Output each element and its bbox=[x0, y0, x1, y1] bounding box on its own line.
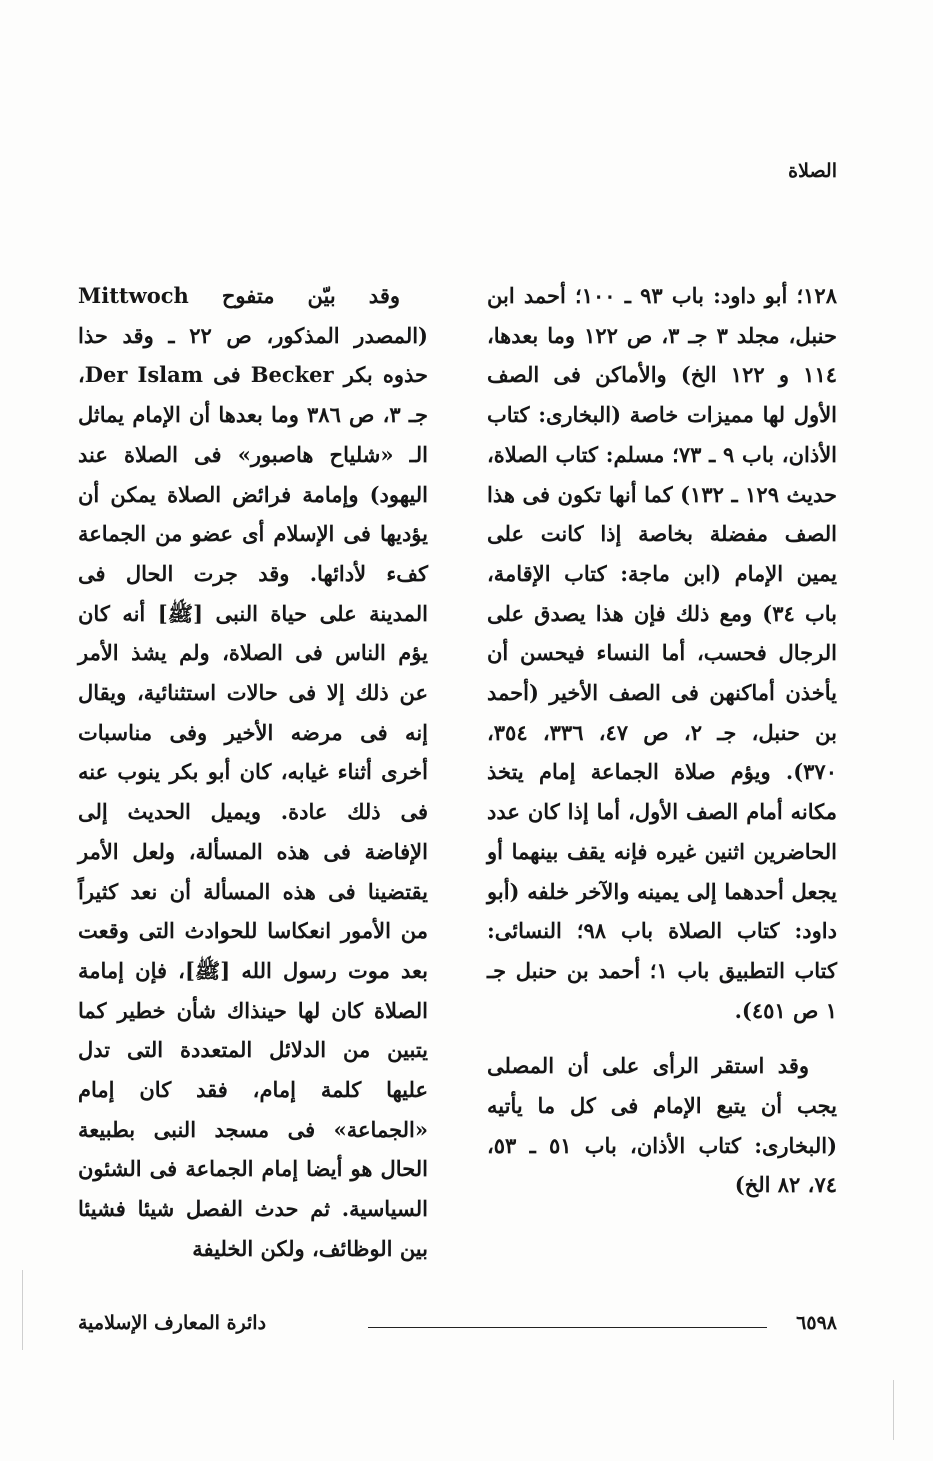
running-header-title: الصلاة bbox=[788, 160, 837, 182]
left-column-paragraph-1: وقد بيّن متفوح Mittwoch (المصدر المذكور، ص ٢٢ ـ وقد حذا حذوه بكر Becker فى Der Islam، جـ ٣، ص ٣٨٦ وما بعدها أن الإمام يماثل الـ «شلياح هاصبور» فى الصلاة عند اليهود) وإمامة فرائض الصلاة يمكن أن يؤديها فى الإسلام أى عضو من الجماعة كفء لأدائها. وقد جرت الحال فى المدينة على حياة النبى [ﷺ] أنه كان يؤم الناس فى الصلاة، ولم يشذ الأمر عن ذلك إلا فى حالات استثنائية، ويقال إنه فى مرضه الأخير وفى مناسبات أخرى أثناء غيابه، كان أبو بكر ينوب عنه فى ذلك عادة. ويميل الحديث إلى الإفاضة فى هذه المسألة، ولعل الأمر يقتضينا فى هذه المسألة أن نعد كثيراً من الأمور انعكاسا للحوادث التى وقعت بعد موت رسول الله [ﷺ]، فإن إمامة الصلاة كان لها حينذاك شأن خطير كما يتبين من الدلائل المتعددة التى تدل عليها كلمة إمام، فقد كان إمام «الجماعة» فى مسجد النبى بطبيعة الحال هو أيضا إمام الجماعة فى الشئون السياسية. ثم حدث الفصل شيئا فشيئا بين الوظائف، ولكن الخليفة bbox=[78, 283, 428, 1261]
scan-edge-mark bbox=[22, 1270, 23, 1350]
publication-title: دائرة المعارف الإسلامية bbox=[78, 1312, 267, 1334]
left-text-column bbox=[78, 276, 428, 1269]
scan-edge-mark bbox=[893, 1380, 894, 1440]
page-number: ٦٥٩٨ bbox=[796, 1312, 837, 1334]
footer-divider-line bbox=[368, 1327, 767, 1328]
right-column-paragraph-2: وقد استقر الرأى على أن المصلى يجب أن يتبع الإمام فى كل ما يأتيه (البخارى: كتاب الأذان، باب ٥١ ـ ٥٣، ٧٤، ٨٢ الخ) bbox=[487, 1053, 838, 1198]
right-text-column bbox=[487, 276, 837, 1205]
page-footer bbox=[78, 1312, 837, 1342]
right-column-paragraph-1: ١٢٨؛ أبو داود: باب ٩٣ ـ ١٠٠؛ أحمد ابن حنبل، مجلد ٣ جـ ٣، ص ١٢٢ وما بعدها، ١١٤ و ١٢٢ الخ) والأماكن فى الصف الأول لها مميزات خاصة (البخارى: كتاب الأذان، باب ٩ ـ ٧٣؛ مسلم: كتاب الصلاة، حديث ١٢٩ ـ ١٣٢) كما أنها تكون فى هذا الصف مفضلة بخاصة إذا كانت على يمين الإمام (ابن ماجة: كتاب الإقامة، باب ٣٤) ومع ذلك فإن هذا يصدق على الرجال فحسب، أما النساء فيحسن أن يأخذن أماكنهن فى الصف الأخير (أحمد بن حنبل، جـ ٢، ص ٤٧، ٣٣٦، ٣٥٤، ٣٧٠). ويؤم صلاة الجماعة إمام يتخذ مكانه أمام الصف الأول، أما إذا كان عدد الحاضرين اثنين غيره فإنه يقف بينهما أو يجعل أحدهما إلى يمينه والآخر خلفه (أبو داود: كتاب الصلاة باب ٩٨؛ النسائى: كتاب التطبيق باب ١؛ أحمد بن حنبل جـ ١ ص ٤٥١). bbox=[487, 283, 838, 1023]
